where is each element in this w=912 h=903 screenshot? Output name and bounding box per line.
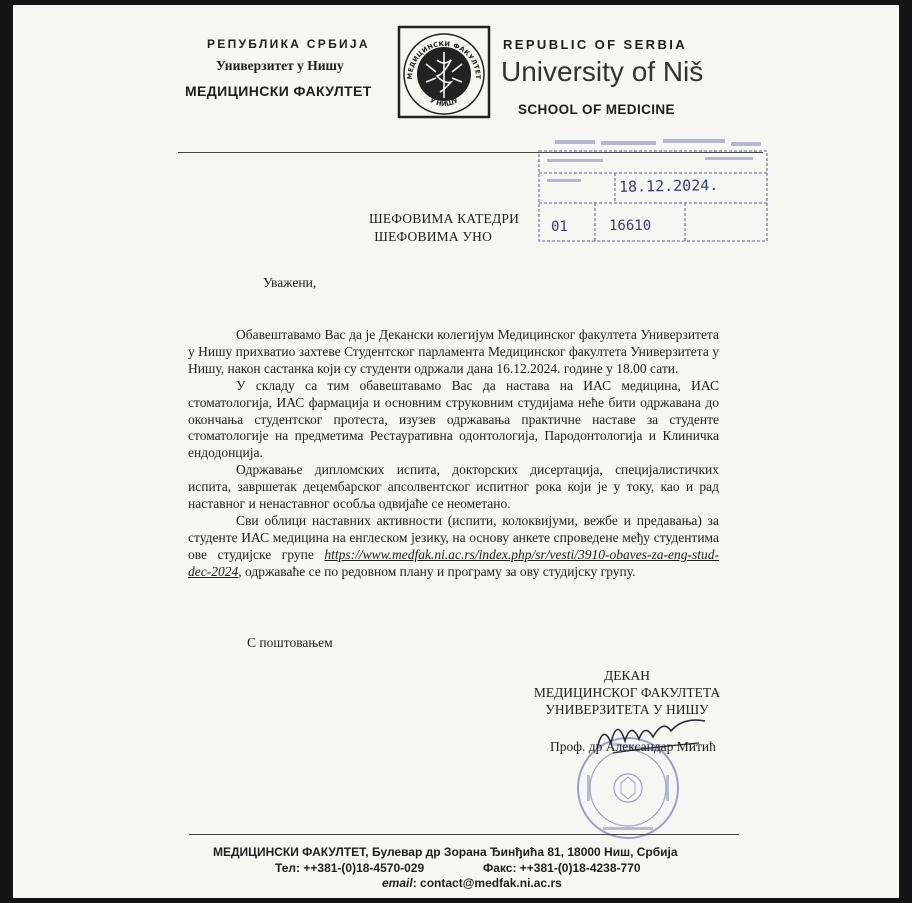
footer-divider	[189, 834, 739, 835]
email-address[interactable]: contact@medfak.ni.ac.rs	[420, 876, 562, 890]
svg-text:У НИШУ: У НИШУ	[428, 96, 460, 109]
paragraph-2: У складу са тим обавештавамо Вас да настава на ИАС медицина, ИАС стоматологија, ИАС фармација и основним струковним студијама неће бити одржавана до окончања студентског протеста, изузев одржавања практичне наставе за студенте стоматологије на предметима Рестауративна одонтологија, Пародонтологија и Клиничка ендодонција.	[188, 377, 719, 461]
signature-title: ДЕКАН	[604, 668, 650, 683]
faculty-logo-icon	[396, 24, 492, 120]
header-country-sr: РЕПУБЛИКА СРБИЈА	[207, 37, 370, 51]
letter-page	[13, 5, 899, 898]
paragraph-1: Обавештавамо Вас да је Декански колегијум Медицинског факултета Универзитета у Нишу прихватио захтеве Студентског парламента Медицинског факултета Универзитета у Нишу, након састанка који су студенти одржали дана 16.12.2024. године у 18.00 сати.	[188, 327, 719, 376]
footer-address: МЕДИЦИНСКИ ФАКУЛТЕТ, Булевар др Зорана Ђинђића 81, 18000 Ниш, Србија	[213, 845, 678, 859]
phone-number: ++381-(0)18-4570-029	[303, 861, 425, 875]
email-label: email	[382, 876, 413, 890]
header-university-en: University of Niš	[501, 56, 704, 87]
stamp-date: 18.12.2024.	[618, 176, 719, 196]
header-country-en: REPUBLIC OF SERBIA	[503, 37, 688, 52]
fax-label: Факс:	[483, 861, 517, 875]
paragraph-4-text: Сви облици наставних активности (испити, колоквијуми, вежбе и предавања) за студенте ИАС медицина на енглеском језику, на основу анкете спроведене међу студентима ове студијске групе	[188, 512, 719, 562]
header-university-sr: Универзитет у Нишу	[216, 58, 344, 73]
closing: С поштовањем	[247, 635, 333, 650]
letter-body	[188, 327, 719, 581]
signature-block	[513, 667, 741, 718]
signature-university: УНИВЕРЗИТЕТА У НИШУ	[545, 702, 709, 717]
recipient-line-1: ШЕФОВИМА КАТЕДРИ	[369, 211, 520, 226]
survey-link[interactable]: https://www.medfak.ni.ac.rs/index.php/sr/vesti/3910-obaves-za-eng-stud-dec-2024	[188, 546, 719, 579]
footer-email: email: contact@medfak.ni.ac.rs	[382, 876, 562, 890]
stamp-number: 16610	[609, 218, 652, 234]
paragraph-3: Одржавање дипломских испита, докторских дисертација, специјалистичких испита, завршетак децембарског апсолвентског испитног рока који је у току, као и рад наставног и ненаставног особља одвијаће се неометано.	[188, 462, 719, 512]
header-faculty-sr: МЕДИЦИНСКИ ФАКУЛТЕТ	[185, 83, 372, 99]
header-faculty-en: SCHOOL OF MEDICINE	[518, 102, 675, 117]
svg-text:МЕДИЦИНСКИ ФАКУЛТЕТ: МЕДИЦИНСКИ ФАКУЛТЕТ	[405, 39, 483, 80]
phone-label: Тел:	[275, 861, 301, 875]
fax-number: ++381-(0)18-4238-770	[519, 861, 641, 875]
signature-faculty: МЕДИЦИНСКОГ ФАКУЛТЕТА	[533, 685, 721, 700]
paragraph-4	[188, 513, 719, 581]
stamp-number-prefix: 01	[551, 219, 568, 235]
paragraph-4-text-end: , одржаваће се по редовном плану и програму за ову студијску групу.	[238, 563, 636, 579]
recipients	[369, 210, 519, 246]
salutation: Уважени,	[263, 275, 317, 290]
footer-fax	[483, 861, 641, 875]
footer-phone	[275, 861, 424, 875]
recipient-line-2: ШЕФОВИМА УНО	[374, 229, 493, 244]
signature-name: Проф. др Александар Митић	[550, 739, 716, 754]
